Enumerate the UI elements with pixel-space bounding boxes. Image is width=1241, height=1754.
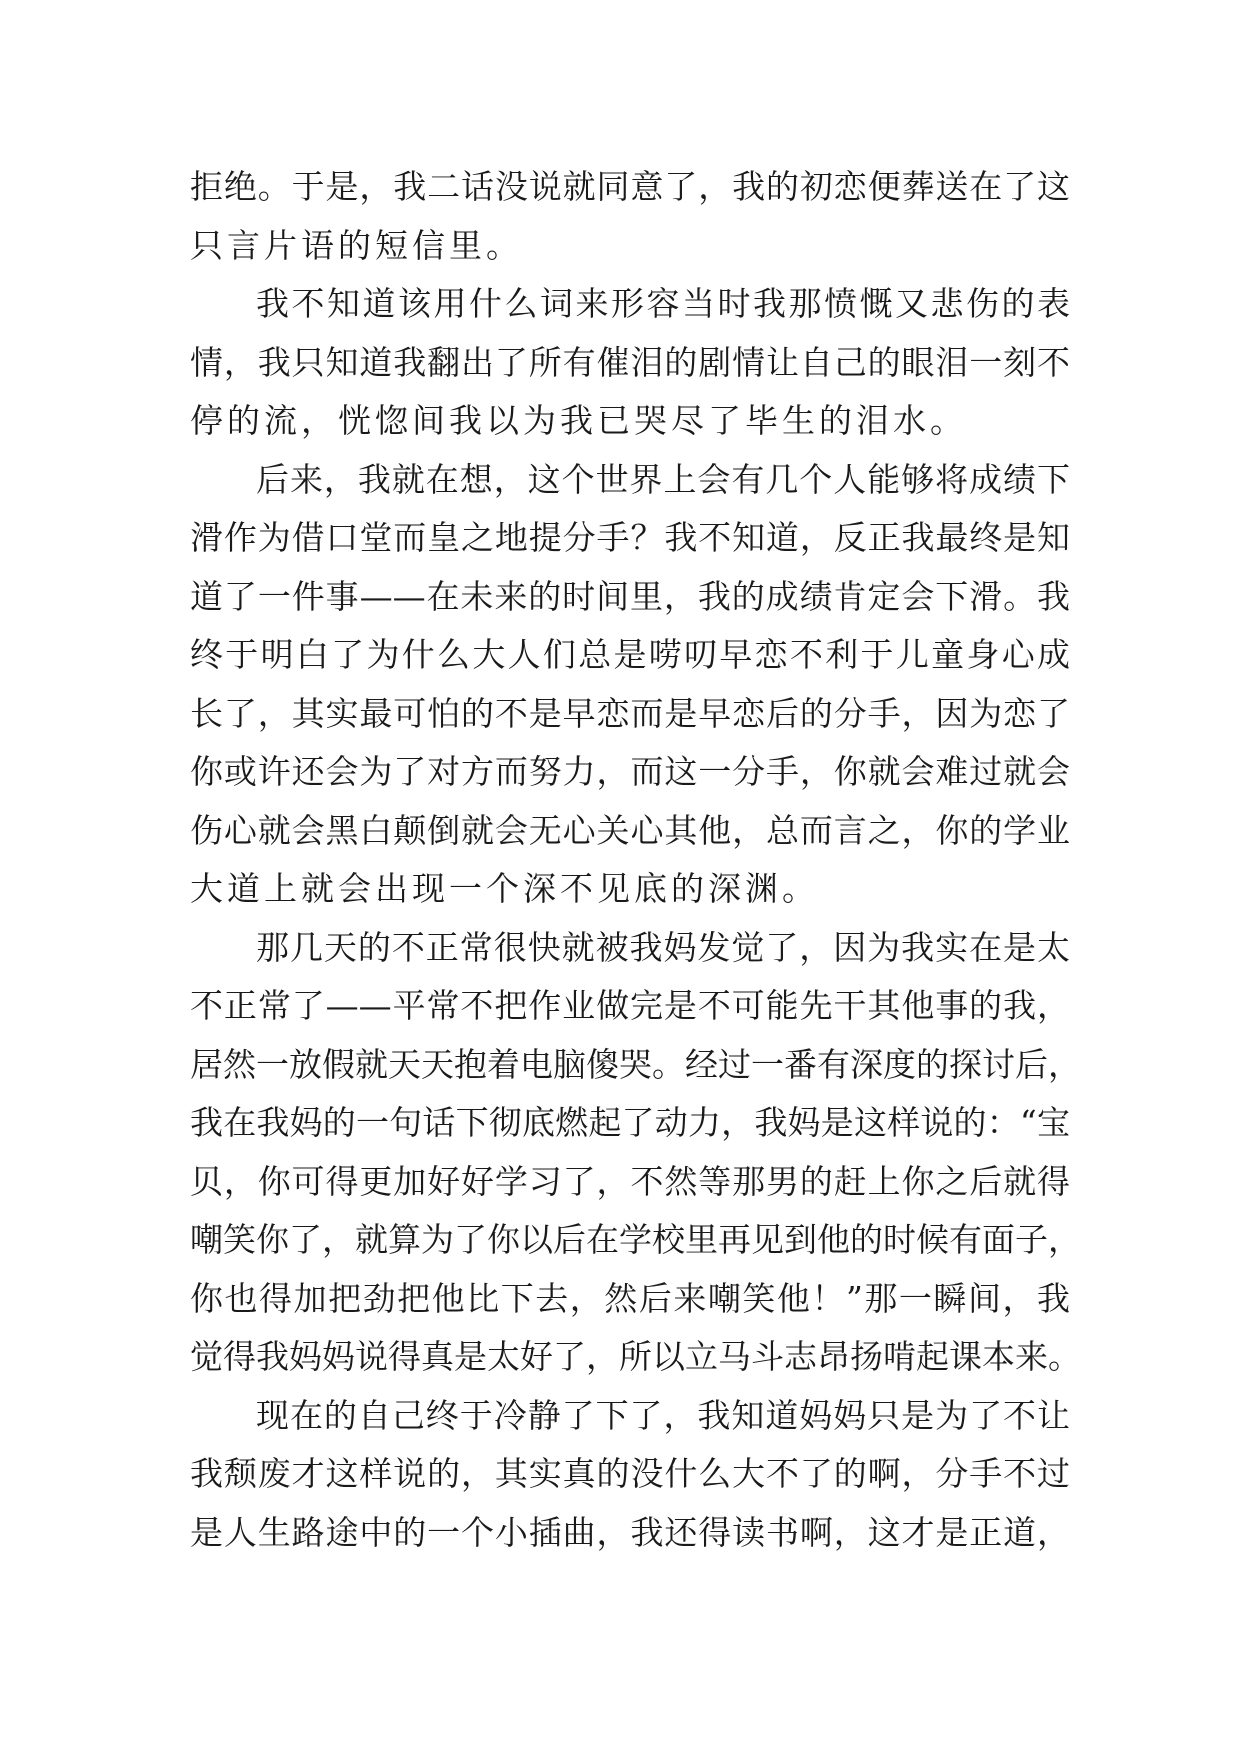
text-line: 滑作为借口堂而皇之地提分手？我不知道，反正我最终是知 [190, 518, 1070, 557]
text-line: 长了，其实最可怕的不是早恋而是早恋后的分手，因为恋了 [190, 693, 1070, 733]
text-line: 终于明白了为什么大人们总是唠叨早恋不利于儿童身心成 [190, 635, 1070, 674]
text-line: 我在我妈的一句话下彻底燃起了动力，我妈是这样说的：“宝 [190, 1103, 1070, 1142]
text-line: 嘲笑你了，就算为了你以后在学校里再见到他的时候有面子， [190, 1220, 1081, 1259]
paragraph-first-line: 那几天的不正常很快就被我妈发觉了，因为我实在是太 [256, 927, 1070, 967]
text-line: 伤心就会黑白颠倒就会无心关心其他，总而言之，你的学业 [190, 810, 1070, 850]
text-line: 情，我只知道我翻出了所有催泪的剧情让自己的眼泪一刻不 [190, 342, 1070, 382]
text-line: 你或许还会为了对方而努力，而这一分手，你就会难过就会 [190, 752, 1070, 791]
text-line: 拒绝。于是，我二话没说就同意了，我的初恋便葬送在了这 [190, 167, 1070, 206]
text-line: 居然一放假就天天抱着电脑傻哭。经过一番有深度的探讨后， [190, 1044, 1081, 1084]
text-line: 停的流，恍惚间我以为我已哭尽了毕生的泪水。 [190, 401, 967, 440]
text-line: 贝，你可得更加好好学习了，不然等那男的赶上你之后就得 [190, 1161, 1070, 1201]
text-line: 是人生路途中的一个小插曲，我还得读书啊，这才是正道， [190, 1512, 1070, 1552]
text-line: 觉得我妈妈说得真是太好了，所以立马斗志昂扬啃起课本来。 [190, 1337, 1081, 1376]
paragraph-first-line: 我不知道该用什么词来形容当时我那愤慨又悲伤的表 [256, 284, 1070, 323]
text-line: 我颓废才这样说的，其实真的没什么大不了的啊，分手不过 [190, 1454, 1070, 1493]
text-line: 只言片语的短信里。 [190, 225, 523, 265]
body-text [190, 158, 1081, 1562]
text-line: 道了一件事——在未来的时间里，我的成绩肯定会下滑。我 [190, 576, 1070, 616]
paragraph-first-line: 现在的自己终于冷静了下了，我知道妈妈只是为了不让 [256, 1395, 1070, 1435]
text-line: 大道上就会出现一个深不见底的深渊。 [190, 869, 819, 908]
text-line: 你也得加把劲把他比下去，然后来嘲笑他！”那一瞬间，我 [190, 1278, 1070, 1318]
paragraph-first-line: 后来，我就在想，这个世界上会有几个人能够将成绩下 [256, 459, 1070, 499]
text-line: 不正常了——平常不把作业做完是不可能先干其他事的我， [190, 986, 1070, 1025]
